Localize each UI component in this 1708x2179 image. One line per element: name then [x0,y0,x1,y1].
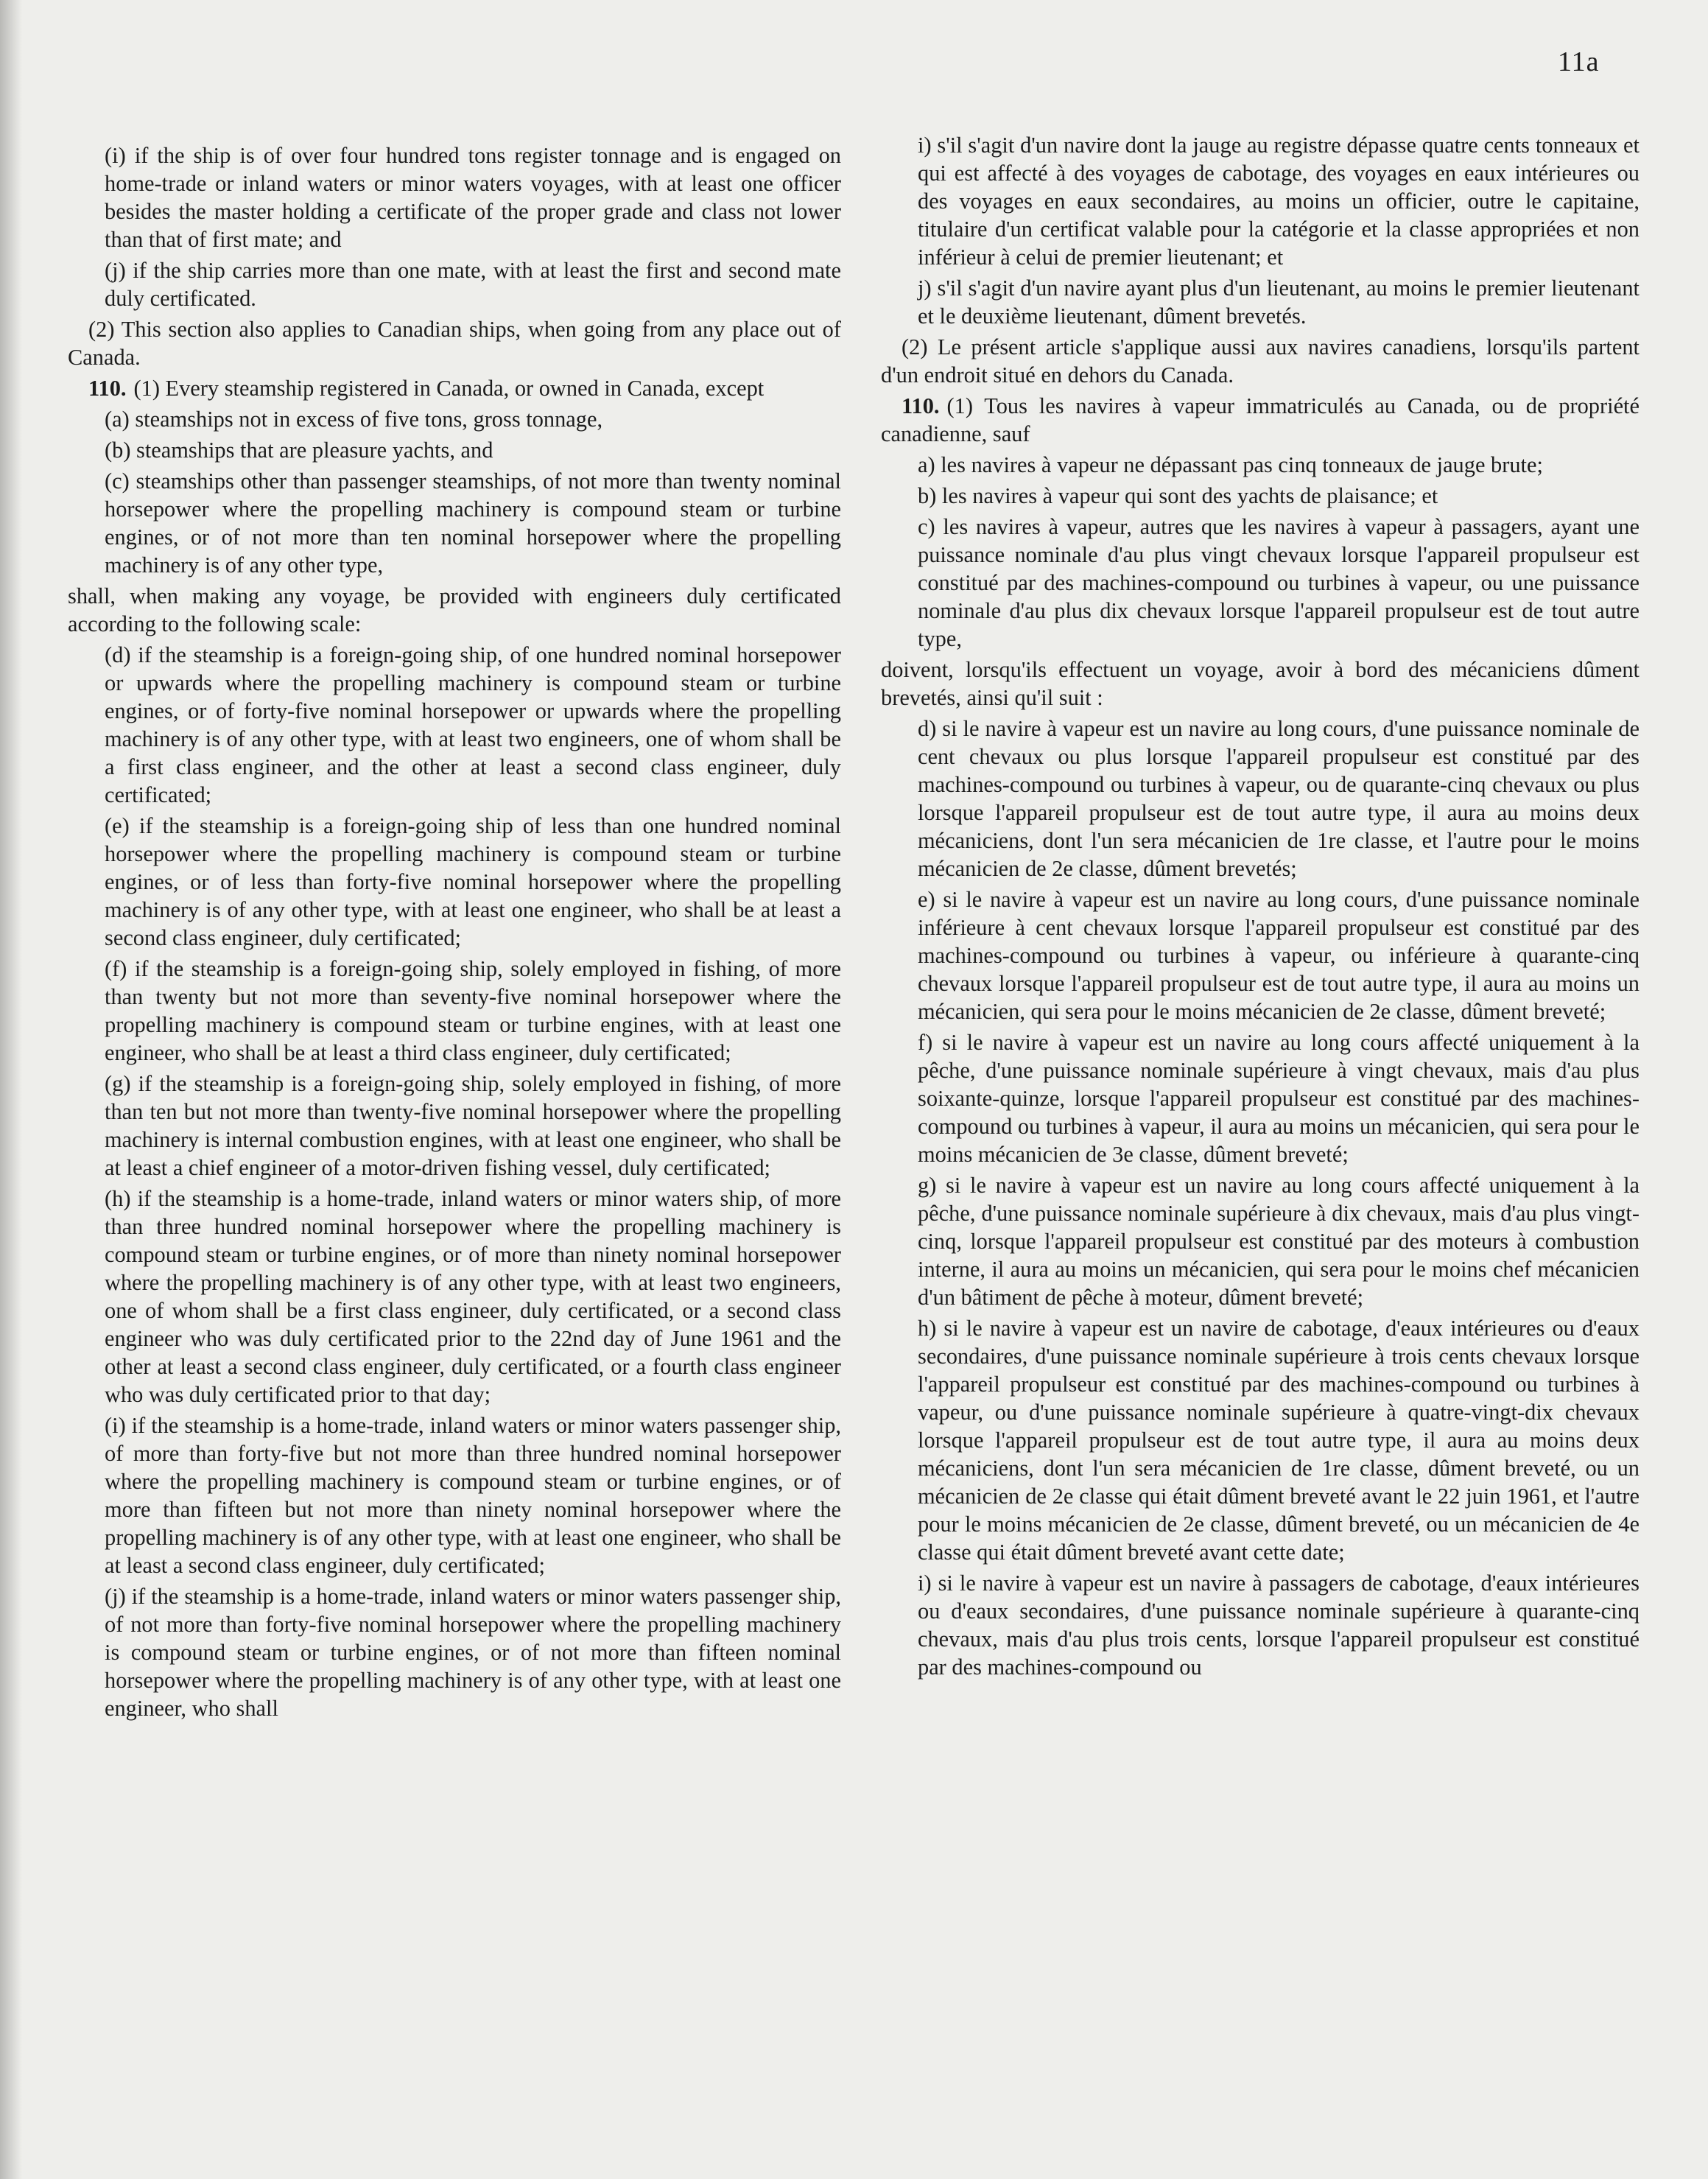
french-paragraph-h [918,1314,1640,1566]
french-paragraph-d [918,715,1640,883]
english-paragraph-s110 [68,374,841,402]
english-paragraph-c [105,467,841,579]
french-paragraph-c [918,513,1640,653]
english-paragraph-text: shall, when making any voyage, be provided with engineers duly certificated according to the following scale: [68,583,841,636]
french-paragraph-text: f) si le navire à vapeur est un navire au long cours affecté uniquement à la pêche, d'une puissance nominale supérieure à vingt chevaux, mais d'au plus soixante-quinze, lorsque l'appareil propulseur est constitué par des machines-compound ou turbines à vapeur, il aura au moins un mécanicien, qui sera pour le moins mécanicien de 3e classe, dûment breveté; [918,1030,1640,1167]
english-paragraph-j1 [105,256,841,312]
french-paragraph-text: i) s'il s'agit d'un navire dont la jauge au registre dépasse quatre cents tonneaux et qui est affecté à des voyages de cabotage, des voyages en eaux intérieures ou des voyages en eaux secondaires, au moins un officier, outre le capitaine, titulaire d'un certificat valable pour la catégorie et la classe appropriées et non inférieur à celui de premier lieutenant; et [918,133,1640,270]
english-paragraph-i1 [105,141,841,253]
english-paragraph-text: (1) Every steamship registered in Canada, or owned in Canada, except [133,376,765,401]
english-paragraph-a [105,405,841,433]
french-paragraph-b [918,482,1640,510]
french-paragraph-text: j) s'il s'agit d'un navire ayant plus d'un lieutenant, au moins le premier lieutenant et le deuxième lieutenant, dûment brevetés. [918,276,1640,329]
french-paragraph-text: g) si le navire à vapeur est un navire au long cours affecté uniquement à la pêche, d'une puissance nominale supérieure à dix chevaux, mais d'au plus vingt-cinq, lorsque l'appareil propulseur est constitué par des moteurs à combustion interne, il aura au moins un mécanicien, qui sera pour le moins chef mécanicien d'un bâtiment de pêche à moteur, dûment breveté; [918,1173,1640,1310]
french-paragraph-s2 [881,333,1640,389]
english-paragraph-text: (a) steamships not in excess of five tons, gross tonnage, [105,407,603,432]
french-paragraph-text: b) les navires à vapeur qui sont des yachts de plaisance; et [918,483,1438,508]
english-column [68,141,841,1725]
english-section-number: 110. [88,376,127,401]
english-paragraph-h [105,1185,841,1408]
english-paragraph-b [105,436,841,464]
french-paragraph-i1 [918,131,1640,271]
french-paragraph-text: i) si le navire à vapeur est un navire à passagers de cabotage, d'eaux intérieures ou d'eaux secondaires, d'une puissance nominale supérieure à quarante-cinq chevaux, mais d'au plus trois cents, lorsque l'appareil propulseur est constitué par des machines-compound ou [918,1571,1640,1680]
english-paragraph-text: (b) steamships that are pleasure yachts, and [105,438,493,463]
french-paragraph-text: doivent, lorsqu'ils effectuent un voyage, avoir à bord des mécaniciens dûment brevetés, ainsi qu'il suit : [881,657,1640,710]
english-paragraph-text: (d) if the steamship is a foreign-going ship, of one hundred nominal horsepower or upwards where the propelling machinery is compound steam or turbine engines, or of forty-five nominal horsepower or upwards where the propelling machinery is of any other type, with at least two engineers, one of whom shall be a first class engineer, and the other at least a second class engineer, duly certificated; [105,642,841,807]
french-paragraph-f [918,1028,1640,1168]
french-paragraph-text: (2) Le présent article s'applique aussi aux navires canadiens, lorsqu'ils partent d'un endroit situé en dehors du Canada. [881,334,1640,387]
french-paragraph-a [918,451,1640,479]
french-section-number: 110. [902,393,940,418]
french-paragraph-text: a) les navires à vapeur ne dépassant pas cinq tonneaux de jauge brute; [918,452,1543,477]
french-paragraph-text: h) si le navire à vapeur est un navire de cabotage, d'eaux intérieures ou d'eaux secondaires, d'une puissance nominale supérieure à trois cents chevaux lorsque l'appareil propulseur est constitué par des machines-compound ou turbines à vapeur, ou d'une puissance nominale supérieure à quatre-vingt-dix chevaux lorsque l'appareil propulseur est de tout autre type, il aura au moins deux mécaniciens, dont l'un sera mécanicien de 1re classe, dûment breveté, ou un mécanicien de 2e classe qui était dûment breveté avant le 22 juin 1961, et l'autre pour le moins mécanicien de 2e classe, dûment breveté, ou un mécanicien de 4e classe qui était dûment breveté avant cette date; [918,1316,1640,1565]
page-binding-shadow [0,0,22,2179]
page-number: 11a [1558,46,1600,77]
english-paragraph-i2 [105,1411,841,1579]
french-paragraph-e [918,885,1640,1025]
french-column [881,131,1640,1684]
english-paragraph-text: (j) if the steamship is a home-trade, inland waters or minor waters passenger ship, of not more than forty-five nominal horsepower where the propelling machinery is compound steam or turbine engines, or of not more than fifteen nominal horsepower where the propelling machinery is of any other type, with at least one engineer, who shall [105,1584,841,1721]
french-paragraph-j1 [918,274,1640,330]
french-paragraph-text: (1) Tous les navires à vapeur immatriculés au Canada, ou de propriété canadienne, sauf [881,393,1640,446]
english-paragraph-text: (c) steamships other than passenger steamships, of not more than twenty nominal horsepower where the propelling machinery is compound steam or turbine engines, or of not more than ten nominal horsepower where the propelling machinery is of any other type, [105,469,841,578]
french-paragraph-doivent [881,656,1640,712]
english-paragraph-text: (i) if the ship is of over four hundred tons register tonnage and is engaged on home-trade or inland waters or minor waters voyages, with at least one officer besides the master holding a certificate of the proper grade and class not lower than that of first mate; and [105,143,841,252]
english-paragraph-text: (2) This section also applies to Canadian ships, when going from any place out of Canada. [68,317,841,370]
french-paragraph-text: c) les navires à vapeur, autres que les navires à vapeur à passagers, ayant une puissance nominale d'au plus vingt chevaux lorsque l'appareil propulseur est constitué par des machines-compound ou turbines à vapeur, ou une puissance nominale d'au plus dix chevaux lorsque l'appareil propulseur est de tout autre type, [918,514,1640,651]
english-paragraph-f [105,955,841,1067]
english-paragraph-text: (j) if the ship carries more than one mate, with at least the first and second mate duly certificated. [105,258,841,311]
english-paragraph-s2 [68,315,841,371]
french-paragraph-text: d) si le navire à vapeur est un navire au long cours, d'une puissance nominale de cent chevaux ou plus lorsque l'appareil propulseur est constitué par des machines-compound ou turbines à vapeur, ou de quarante-cinq chevaux ou plus lorsque l'appareil propulseur est de tout autre type, il aura au moins deux mécaniciens, dont l'un sera mécanicien de 1re classe, et l'autre pour le moins mécanicien de 2e classe, dûment brevetés; [918,716,1640,881]
french-paragraph-text: e) si le navire à vapeur est un navire au long cours, d'une puissance nominale inférieure à cent chevaux lorsque l'appareil propulseur est constitué par des machines-compound ou turbines à vapeur, ou inférieure à quarante-cinq chevaux lorsque l'appareil propulseur est de tout autre type, il aura au moins un mécanicien, qui sera pour le moins mécanicien de 2e classe, dûment breveté; [918,887,1640,1024]
french-paragraph-g [918,1171,1640,1311]
french-paragraph-s110 [881,392,1640,448]
english-paragraph-d [105,641,841,809]
english-paragraph-text: (f) if the steamship is a foreign-going ship, solely employed in fishing, of more than twenty but not more than seventy-five nominal horsepower where the propelling machinery is compound steam or turbine engines, with at least one engineer, who shall be at least a third class engineer, duly certificated; [105,956,841,1065]
english-paragraph-text: (h) if the steamship is a home-trade, inland waters or minor waters ship, of more than three hundred nominal horsepower where the propelling machinery is compound steam or turbine engines, or of more than ninety nominal horsepower where the propelling machinery is of any other type, with at least two engineers, one of whom shall be a first class engineer, duly certificated, or a second class engineer who was duly certificated prior to the 22nd day of June 1961 and the other at least a second class engineer, duly certificated, or a fourth class engineer who was duly certificated prior to that day; [105,1186,841,1407]
english-paragraph-e [105,812,841,952]
english-paragraph-text: (g) if the steamship is a foreign-going ship, solely employed in fishing, of more than ten but not more than twenty-five nominal horsepower where the propelling machinery is internal combustion engines, with at least one engineer, who shall be at least a chief engineer of a motor-driven fishing vessel, duly certificated; [105,1071,841,1180]
french-paragraph-i2 [918,1569,1640,1681]
english-paragraph-shall [68,582,841,638]
english-paragraph-j2 [105,1582,841,1722]
english-paragraph-text: (e) if the steamship is a foreign-going ship of less than one hundred nominal horsepower where the propelling machinery is compound steam or turbine engines, or of less than forty-five nominal horsepower where the propelling machinery is of any other type, with at least one engineer, who shall be at least a second class engineer, duly certificated; [105,813,841,950]
english-paragraph-g [105,1070,841,1182]
english-paragraph-text: (i) if the steamship is a home-trade, inland waters or minor waters passenger ship, of more than forty-five but not more than three hundred nominal horsepower where the propelling machinery is compound steam or turbine engines, or of more than fifteen but not more than ninety nominal horsepower where the propelling machinery is of any other type, with at least one engineer, who shall be at least a second class engineer, duly certificated; [105,1413,841,1578]
